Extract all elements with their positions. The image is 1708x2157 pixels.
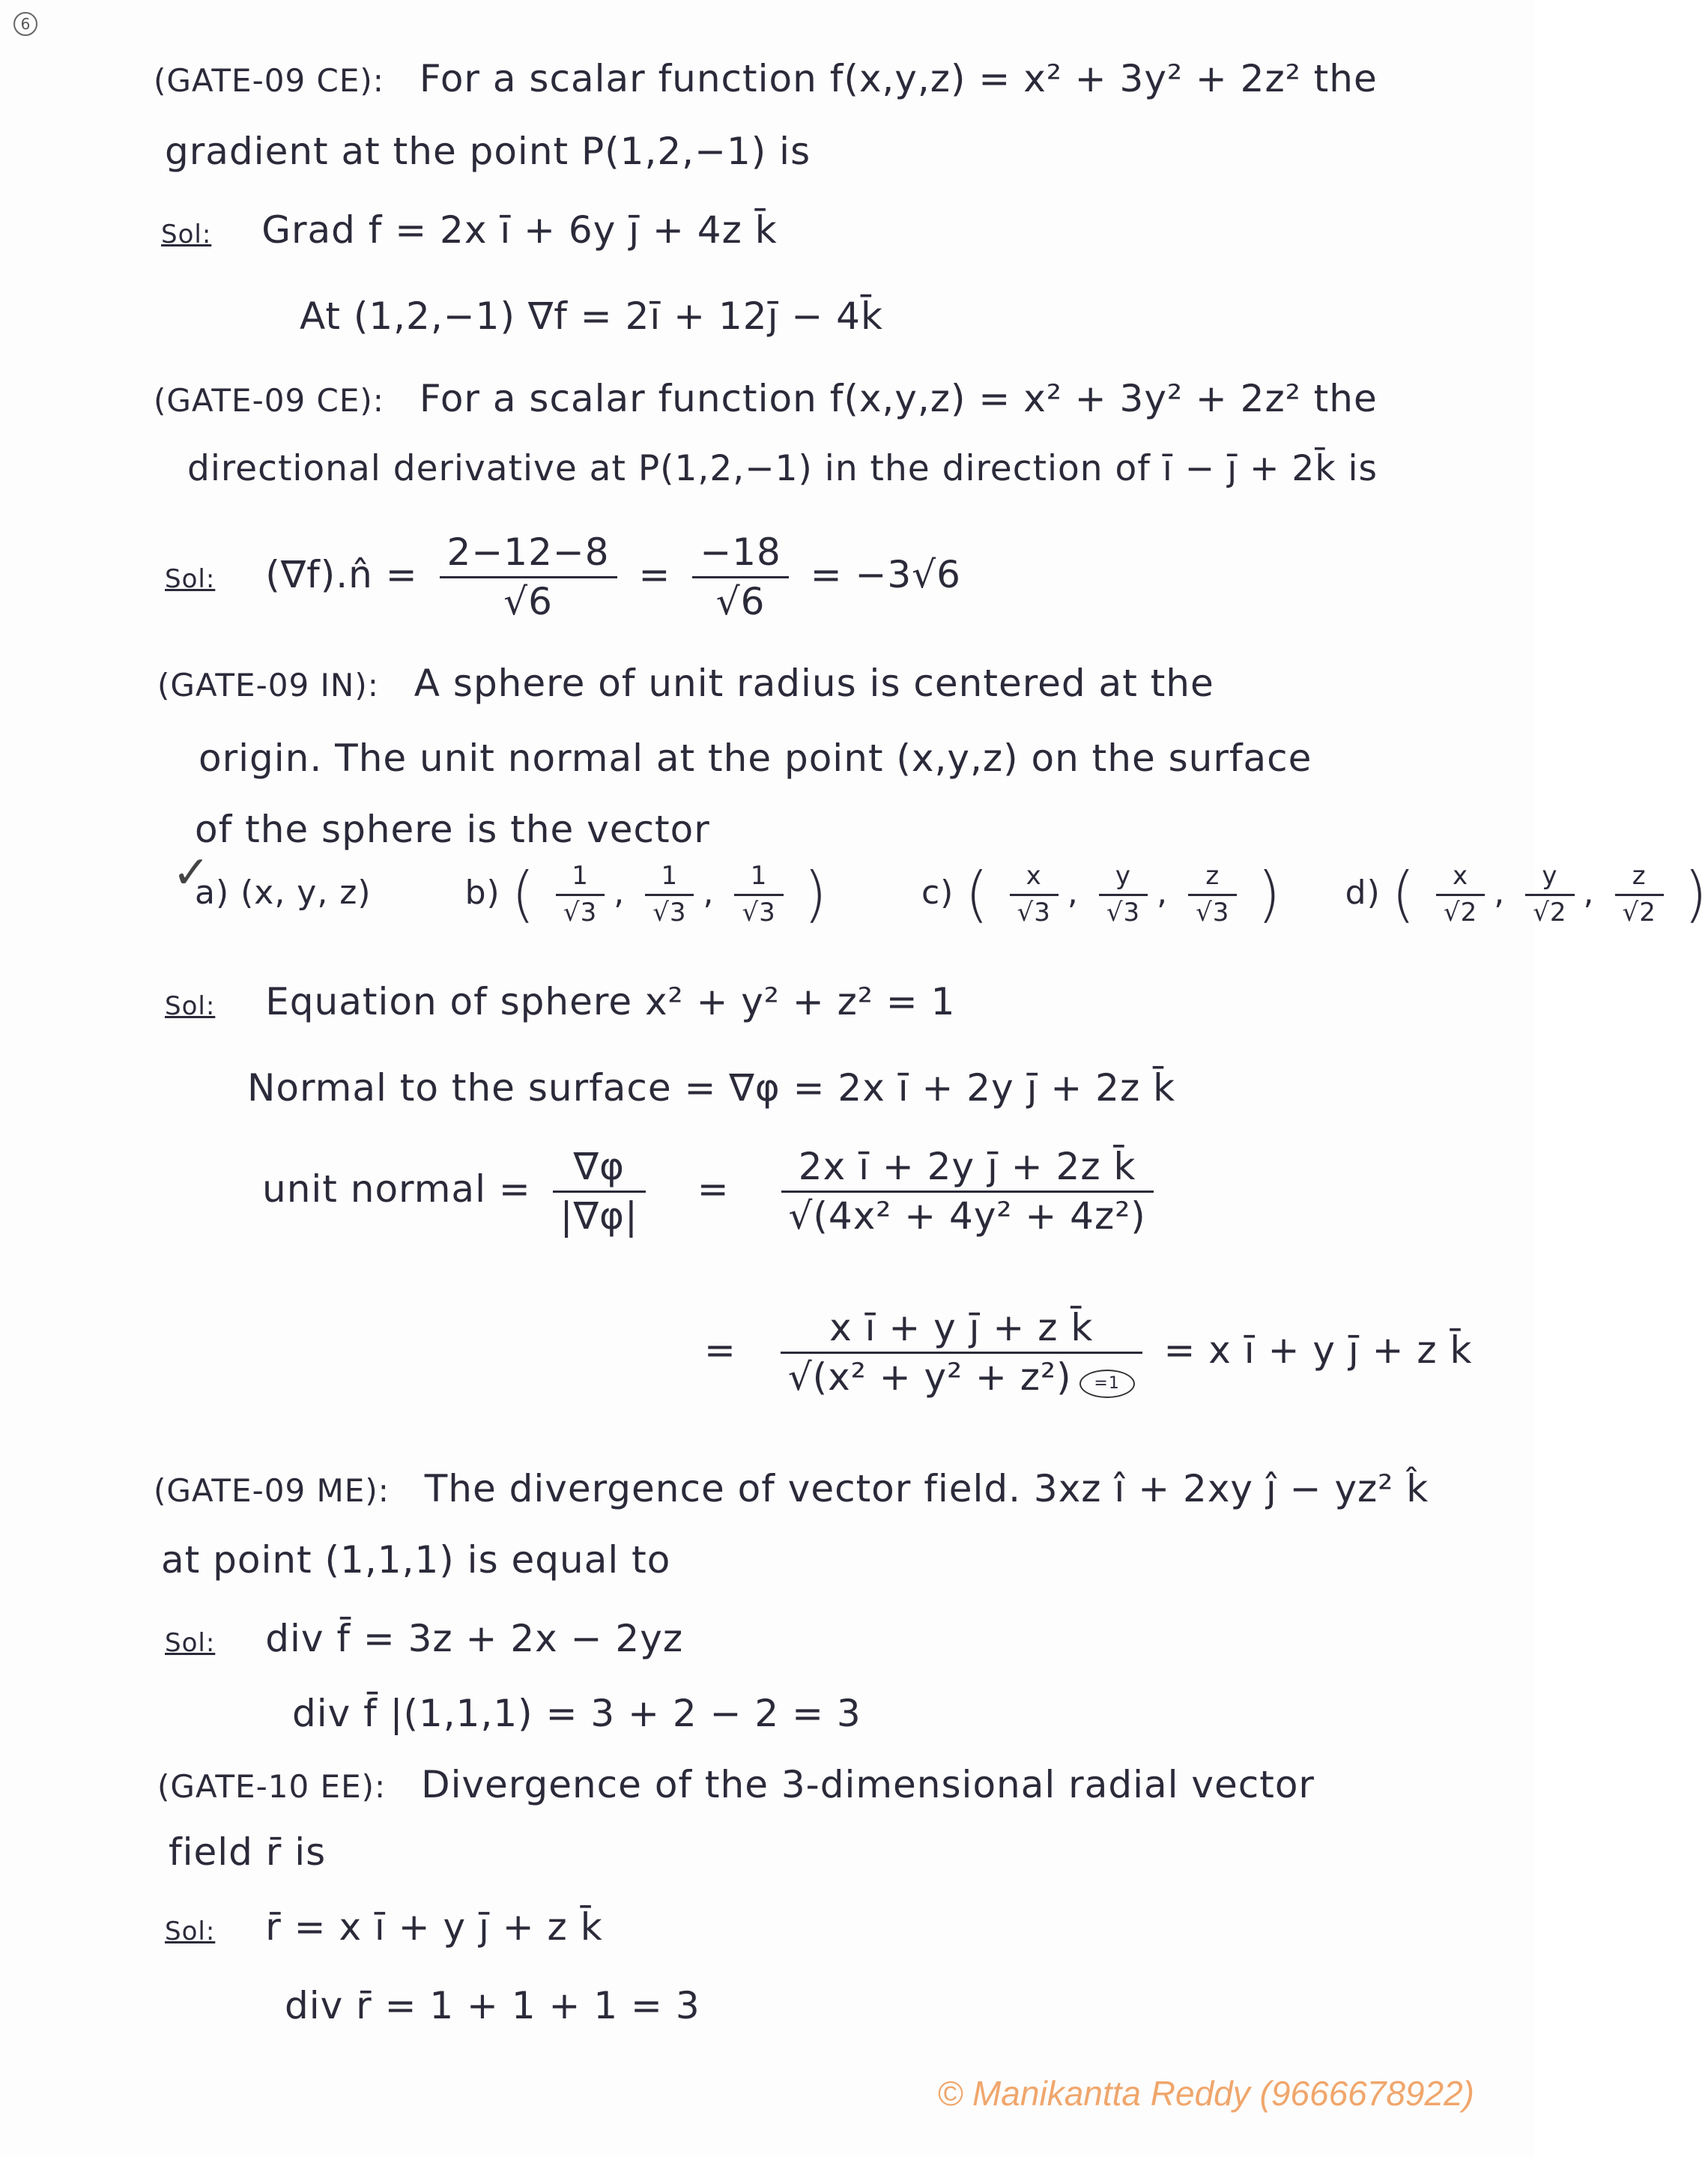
q4-sol-1 [165,1618,683,1660]
q3-option-c-frac-z: $\frac{z}{√3}$ [1188,862,1237,927]
q3-ref: (GATE-09 IN): [157,667,379,704]
q1-line-1 [154,58,1378,100]
answer-tick-mark: ✓ [172,847,211,899]
q1-sol-2: At (1,2,−1) ∇f = 2ī + 12j̄ − 4k̄ [300,294,883,338]
q2-sol [165,532,961,623]
q5-ref: (GATE-10 EE): [157,1768,387,1805]
q1-sol-label: Sol: [161,220,212,249]
q4-sol-1-text: div f̄ = 3z + 2x − 2yz [265,1617,684,1660]
q5-line-2: field r̄ is [169,1830,327,1874]
q5-line-1 [157,1764,1315,1806]
q2-text: For a scalar function f(x,y,z) = x² + 3y² + 2z² the [419,377,1378,420]
q5-sol-1-text: r̄ = x ī + y j̄ + z k̄ [265,1905,603,1949]
q3-step [704,1307,1473,1398]
q2-frac-2-den: √6 [715,580,766,623]
q3-option-d: d) ( $\frac{x}{√2}$ , $\frac{y}{√2}$ , $\frac{z}{√2}$ ) [1345,859,1708,929]
q4-line-2: at point (1,1,1) is equal to [161,1538,671,1582]
q3-sol-1 [165,981,955,1023]
q3-unit-normal [262,1146,1163,1237]
q3-step-result: = x ī + y j̄ + z k̄ [1163,1328,1473,1372]
q2-frac-1-num: 2−12−8 [440,532,617,578]
q3-option-c: c) ( $\frac{x}{√3}$ , $\frac{y}{√3}$ , $\frac{z}{√3}$ ) [921,859,1282,929]
watermark: © Manikantta Reddy (9666678922) [937,2074,1474,2113]
q4-sol-2: div f̄ |(1,1,1) = 3 + 2 − 2 = 3 [292,1692,861,1735]
q3-option-c-label: c) [921,874,954,912]
q3-option-d-frac-x: $\frac{x}{√2}$ [1436,862,1485,927]
q2-line-2: directional derivative at P(1,2,−1) in the direction of ī − j̄ + 2k̄ is [187,448,1378,489]
equals-one-note: =1 [1079,1370,1135,1398]
q2-frac-1 [440,532,617,623]
q3-sol-1-text: Equation of sphere x² + y² + z² = 1 [265,980,956,1023]
q2-eq: = [638,553,671,596]
q3-line-2: origin. The unit normal at the point (x,y,z) on the surface [199,736,1312,780]
q1-ref: (GATE-09 CE): [154,62,384,99]
q3-sol-label: Sol: [165,991,216,1021]
page-number: 6 [13,12,37,36]
q2-lhs: (∇f).n̂ = [265,553,418,596]
q1-sol-1 [161,210,778,251]
q5-sol-label: Sol: [165,1917,216,1946]
q2-result: = −3√6 [810,553,961,596]
q3-line-3: of the sphere is the vector [195,808,710,851]
q3-option-b-frac-1: $\frac{1}{√3}$ [556,862,605,927]
q3-unit-normal-eq: = [697,1167,730,1211]
q3-step-eq: = [704,1328,736,1372]
q1-line-2: gradient at the point P(1,2,−1) is [165,130,811,173]
q2-frac-2 [692,532,789,623]
q3-step-frac: $\frac{\text{x ī + y j̄ + z k̄}}{\text{√(x² + y² + z²) =1}}$ [781,1307,1142,1398]
q3-unit-normal-label: unit normal = [262,1167,531,1211]
q3-option-b: b) ( $\frac{1}{√3}$ , $\frac{1}{√3}$ , $\frac{1}{√3}$ ) [464,859,828,929]
q3-text: A sphere of unit radius is centered at the [414,662,1214,705]
q3-option-d-label: d) [1345,874,1381,912]
q3-unit-normal-frac-1: $\frac{\nabla\varphi}{|\nabla\varphi|}$ [553,1146,646,1237]
q3-line-1 [157,663,1214,704]
q1-sol-1-text: Grad f = 2x ī + 6y j̄ + 4z k̄ [261,208,778,252]
q3-option-c-frac-x: $\frac{x}{√3}$ [1010,862,1059,927]
q3-unit-normal-frac-2: $\frac{\text{2x ī + 2y j̄ + 2z k̄}}{\text{√(4x² + 4y² + 4z²)}}$ [781,1146,1154,1237]
q5-text: Divergence of the 3-dimensional radial vector [421,1763,1315,1806]
q2-frac-1-den: √6 [503,580,553,623]
q3-option-d-frac-z: $\frac{z}{√2}$ [1615,862,1664,927]
q3-option-b-frac-3: $\frac{1}{√3}$ [734,862,783,927]
q1-text: For a scalar function f(x,y,z) = x² + 3y² + 2z² the [419,57,1378,100]
q3-options [195,859,1708,929]
q5-sol-1 [165,1907,603,1948]
q4-line-1 [154,1468,1429,1510]
q3-option-a: a) (x, y, z) [195,874,372,912]
q2-line-1 [154,378,1378,420]
q4-text: The divergence of vector field. 3xz î + 2xy ĵ − yz² k̂ [424,1467,1429,1510]
q3-option-b-label: b) [464,874,500,912]
q3-option-b-frac-2: $\frac{1}{√3}$ [645,862,694,927]
q4-sol-label: Sol: [165,1628,216,1658]
q2-ref: (GATE-09 CE): [154,382,384,419]
q3-option-c-frac-y: $\frac{y}{√3}$ [1099,862,1148,927]
q3-option-d-frac-y: $\frac{y}{√2}$ [1525,862,1574,927]
q2-frac-2-num: −18 [692,532,789,578]
q5-sol-2: div r̄ = 1 + 1 + 1 = 3 [285,1984,700,2027]
q4-ref: (GATE-09 ME): [154,1472,390,1509]
q2-sol-label: Sol: [165,564,216,594]
q3-sol-2: Normal to the surface = ∇φ = 2x ī + 2y j̄ + 2z k̄ [247,1066,1176,1110]
